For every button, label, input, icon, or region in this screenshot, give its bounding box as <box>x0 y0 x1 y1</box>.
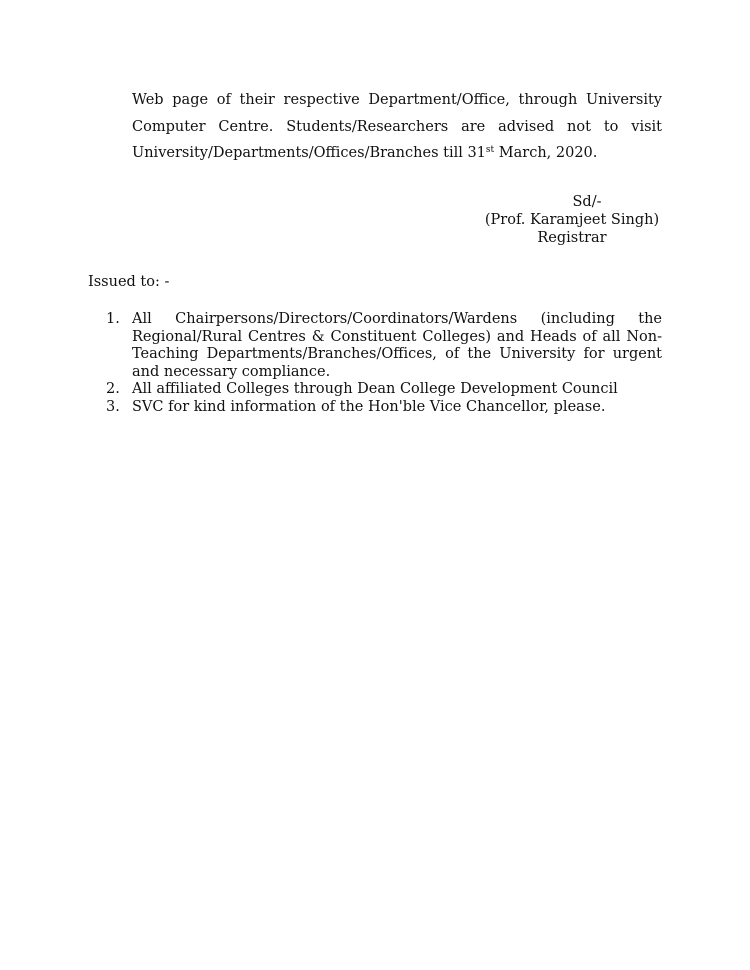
list-item-text: All Chairpersons/Directors/Coordinators/Wardens (including the Regional/Rural Centres & Constituent Colleges) and Heads of all Non-Teaching Departments/Branches/Offices, of the University for urgent and necessary compliance. <box>132 311 662 380</box>
list-item-number: 2. <box>106 381 120 397</box>
list-item <box>106 399 662 417</box>
paragraph-line-2: Computer Centre. Students/Researchers are advised not to visit <box>132 118 662 135</box>
paragraph-line-3-date: March, 2020. <box>494 145 598 161</box>
list-item <box>106 381 662 399</box>
list-item-number: 3. <box>106 398 120 415</box>
signatory-title: Registrar <box>537 230 607 246</box>
list-item-text: SVC for kind information of the Hon'ble Vice Chancellor, please. <box>132 398 606 415</box>
signature-sd: Sd/- <box>572 194 602 210</box>
list-item <box>106 311 662 381</box>
paragraph-line-3-text: University/Departments/Offices/Branches till 31 <box>132 145 486 161</box>
body-paragraph <box>132 87 662 167</box>
issued-to-heading: Issued to: - <box>88 274 170 290</box>
paragraph-line-3 <box>132 140 662 167</box>
list-item-text: All affiliated Colleges through Dean College Development Council <box>132 381 618 397</box>
distribution-list <box>106 311 662 416</box>
paragraph-line-1: Web page of their respective Department/Office, through University <box>132 92 662 108</box>
list-item-number: 1. <box>106 311 120 327</box>
signature-block <box>470 193 674 247</box>
date-superscript: st <box>485 145 495 155</box>
signatory-name: (Prof. Karamjeet Singh) <box>484 212 660 228</box>
